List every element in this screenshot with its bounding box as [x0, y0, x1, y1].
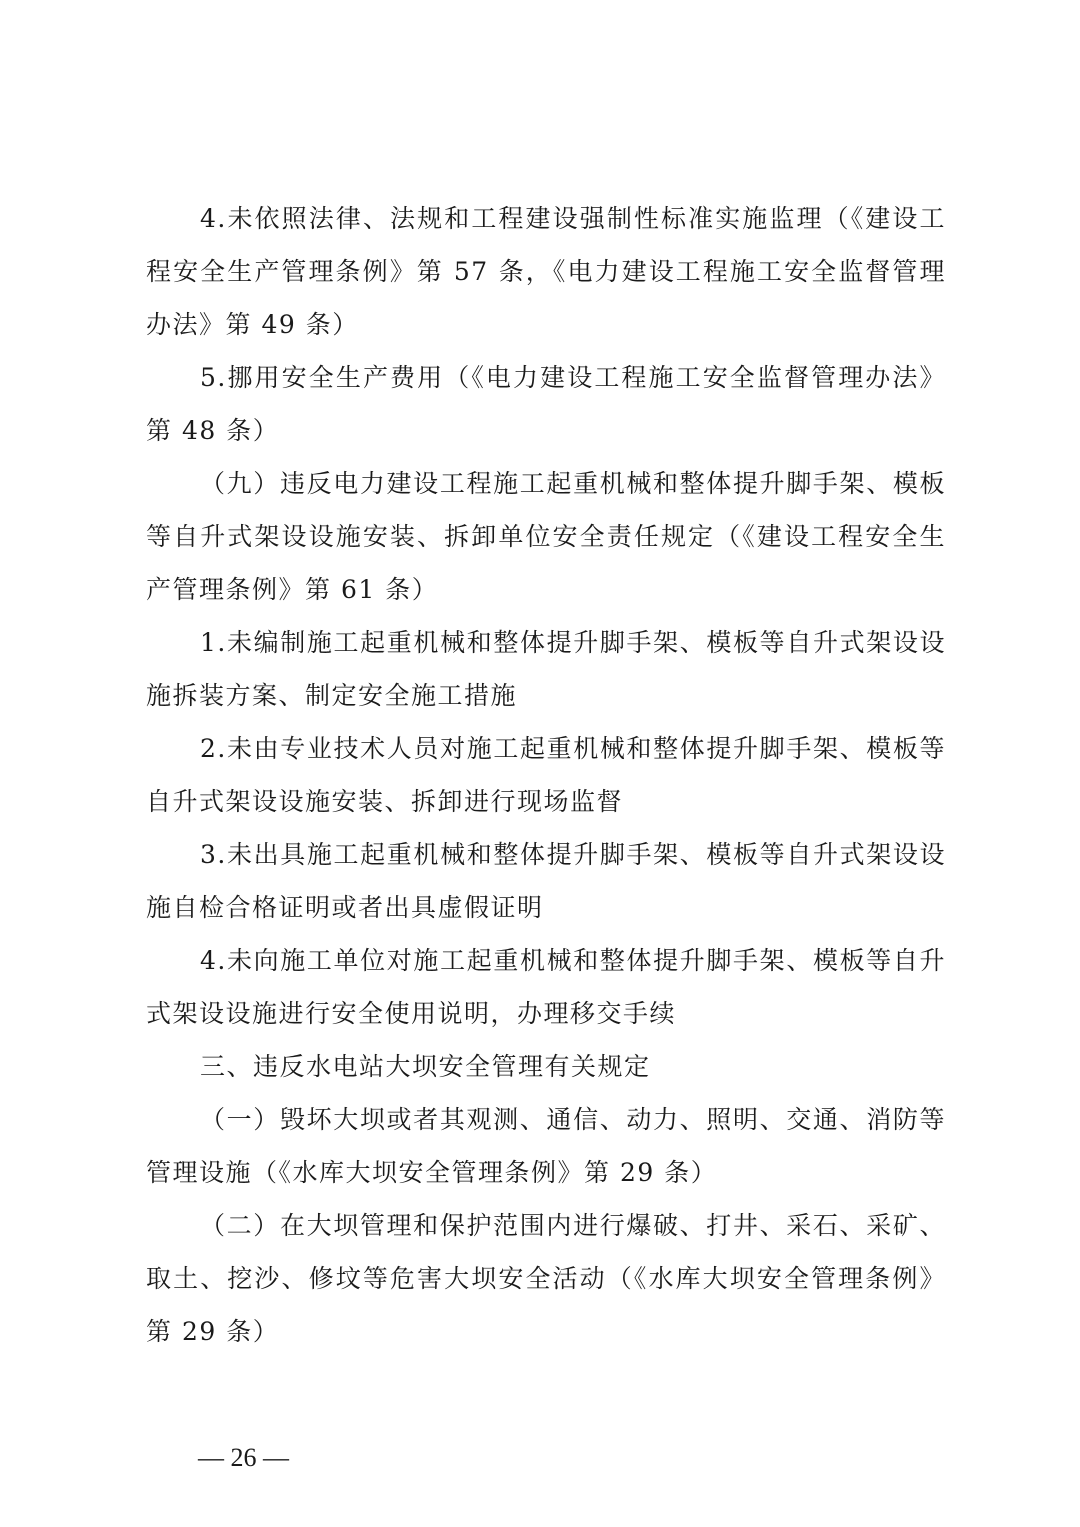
paragraph-item-2-supervision: 2.未由专业技术人员对施工起重机械和整体提升脚手架、模板等自升式架设设施安装、拆卸进行现场监督	[146, 734, 946, 816]
paragraph-item-3-certificate: 3.未出具施工起重机械和整体提升脚手架、模板等自升式架设设施自检合格证明或者出具虚假证明	[146, 840, 946, 922]
section-heading-3: 三、违反水电站大坝安全管理有关规定	[200, 1052, 651, 1081]
page-body	[146, 192, 946, 1358]
paragraph-subsection-9: （九）违反电力建设工程施工起重机械和整体提升脚手架、模板等自升式架设设施安装、拆卸单位安全责任规定（《建设工程安全生产管理条例》第 61 条）	[146, 469, 946, 604]
paragraph-subsection-1: （一）毁坏大坝或者其观测、通信、动力、照明、交通、消防等管理设施（《水库大坝安全管理条例》第 29 条）	[146, 1105, 946, 1187]
page-number: — 26 —	[198, 1443, 289, 1472]
paragraph-item-1-plan: 1.未编制施工起重机械和整体提升脚手架、模板等自升式架设设施拆装方案、制定安全施工措施	[146, 628, 946, 710]
paragraph-item-5-safety-fees: 5.挪用安全生产费用（《电力建设工程施工安全监督管理办法》第 48 条）	[146, 363, 946, 445]
paragraph-subsection-2: （二）在大坝管理和保护范围内进行爆破、打井、采石、采矿、取土、挖沙、修坟等危害大坝安全活动（《水库大坝安全管理条例》第 29 条）	[146, 1211, 946, 1346]
paragraph-item-4-handover: 4.未向施工单位对施工起重机械和整体提升脚手架、模板等自升式架设设施进行安全使用说明，办理移交手续	[146, 946, 946, 1028]
paragraph-item-4-supervision: 4.未依照法律、法规和工程建设强制性标准实施监理（《建设工程安全生产管理条例》第 57 条，《电力建设工程施工安全监督管理办法》第 49 条）	[146, 204, 946, 339]
